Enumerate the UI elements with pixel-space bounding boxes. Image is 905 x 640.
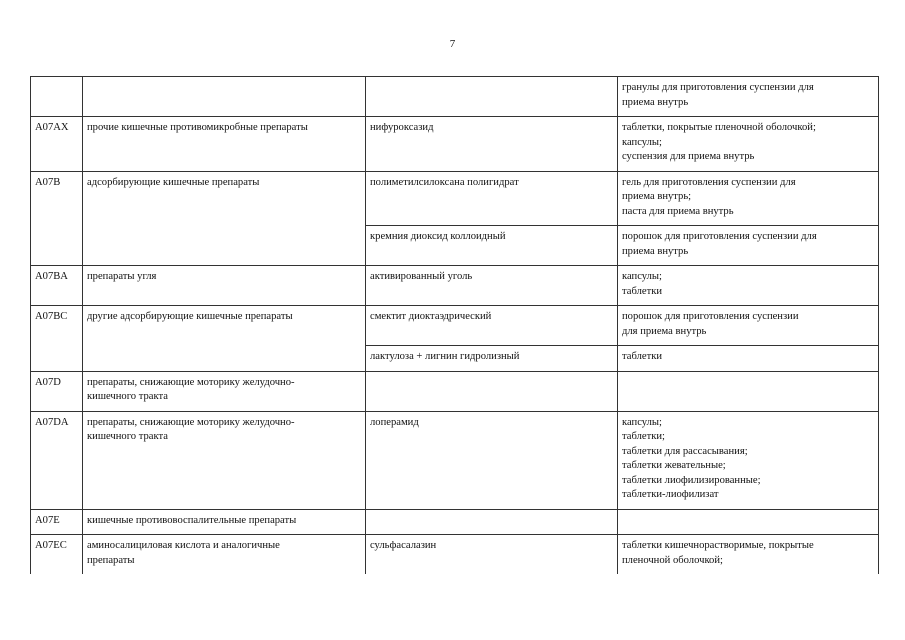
table-row [31,509,879,535]
atc-code-cell: A07BC [31,306,83,372]
drug-name-cell [366,77,618,117]
group-name-line: аминосалициловая кислота и аналогичные [87,540,280,551]
dosage-form-line: гель для приготовления суспензии для [622,176,796,188]
dosage-form-line: таблетки для рассасывания; [622,445,748,457]
drug-name-cell: смектит диоктаэдрический [366,306,618,346]
dosage-form-line: приема внутрь; [622,191,692,202]
drug-name-cell: полиметилсилоксана полигидрат [366,171,618,226]
drug-name-cell: кремния диоксид коллоидный [366,226,618,266]
atc-code-cell: A07DA [31,411,83,509]
dosage-form-line: паста для приема внутрь [622,205,734,217]
atc-code-cell [31,77,83,117]
dosage-forms-cell [618,346,879,372]
dosage-forms-cell [618,171,879,226]
dosage-form-line: таблетки кишечнорастворимые, покрытые [622,540,814,551]
table-row [31,171,879,226]
group-name-cell: препараты угля [83,266,366,306]
dosage-form-line: таблетки; [622,431,665,442]
table-row [31,535,879,575]
dosage-forms-cell [618,77,879,117]
group-name-cell [83,77,366,117]
group-name-cell [83,371,366,411]
atc-code-cell: A07B [31,171,83,266]
dosage-form-line: таблетки [622,351,663,362]
group-name-cell: адсорбирующие кишечные препараты [83,171,366,266]
dosage-form-line: таблетки [622,285,663,297]
drug-name-cell: лактулоза + лигнин гидролизный [366,346,618,372]
dosage-form-line: приема внутрь [622,245,689,257]
dosage-form-line: порошок для приготовления суспензии [622,311,799,322]
dosage-forms-cell [618,371,879,411]
dosage-form-line: таблетки лиофилизированные; [622,474,761,486]
dosage-form-line: таблетки, покрытые пленочной оболочкой; [622,122,816,133]
drug-name-cell: лоперамид [366,411,618,509]
dosage-forms-cell [618,266,879,306]
atc-code-cell: A07D [31,371,83,411]
table-row [31,77,879,117]
atc-code-cell: A07AX [31,117,83,172]
dosage-form-line: капсулы; [622,416,662,428]
atc-code-cell: A07EC [31,535,83,575]
dosage-forms-cell [618,117,879,172]
dosage-form-line: пленочной оболочкой; [622,554,723,566]
dosage-form-line: приема внутрь [622,96,689,108]
group-name-line: препараты, снижающие моторику желудочно- [87,416,295,428]
dosage-form-line: для приема внутрь [622,325,707,337]
group-name-cell [83,411,366,509]
group-name-line: кишечного тракта [87,431,168,442]
dosage-form-line: капсулы; [622,136,662,148]
dosage-form-line: гранулы для приготовления суспензии для [622,82,814,93]
group-name-cell: кишечные противовоспалительные препараты [83,509,366,535]
table-row [31,411,879,509]
dosage-forms-cell [618,226,879,266]
group-name-cell: прочие кишечные противомикробные препараты [83,117,366,172]
drug-name-cell: сульфасалазин [366,535,618,575]
dosage-forms-cell [618,509,879,535]
table-row [31,117,879,172]
drug-name-cell: нифуроксазид [366,117,618,172]
drug-classification-table [30,76,879,574]
table-row [31,306,879,346]
dosage-forms-cell [618,306,879,346]
dosage-form-line: суспензия для приема внутрь [622,151,755,162]
drug-name-cell [366,371,618,411]
group-name-line: кишечного тракта [87,391,168,402]
atc-code-cell: A07E [31,509,83,535]
page-number: 7 [449,38,456,50]
dosage-form-line: таблетки-лиофилизат [622,489,719,500]
dosage-forms-cell [618,535,879,575]
dosage-form-line: капсулы; [622,271,662,282]
table-row [31,371,879,411]
dosage-form-line: порошок для приготовления суспензии для [622,231,817,242]
group-name-line: препараты, снижающие моторику желудочно- [87,376,295,388]
dosage-form-line: таблетки жевательные; [622,460,726,471]
group-name-cell: другие адсорбирующие кишечные препараты [83,306,366,372]
drug-name-cell [366,509,618,535]
group-name-cell [83,535,366,575]
dosage-forms-cell [618,411,879,509]
group-name-line: препараты [87,554,135,566]
table-row [31,266,879,306]
atc-code-cell: A07BA [31,266,83,306]
drug-name-cell: активированный уголь [366,266,618,306]
